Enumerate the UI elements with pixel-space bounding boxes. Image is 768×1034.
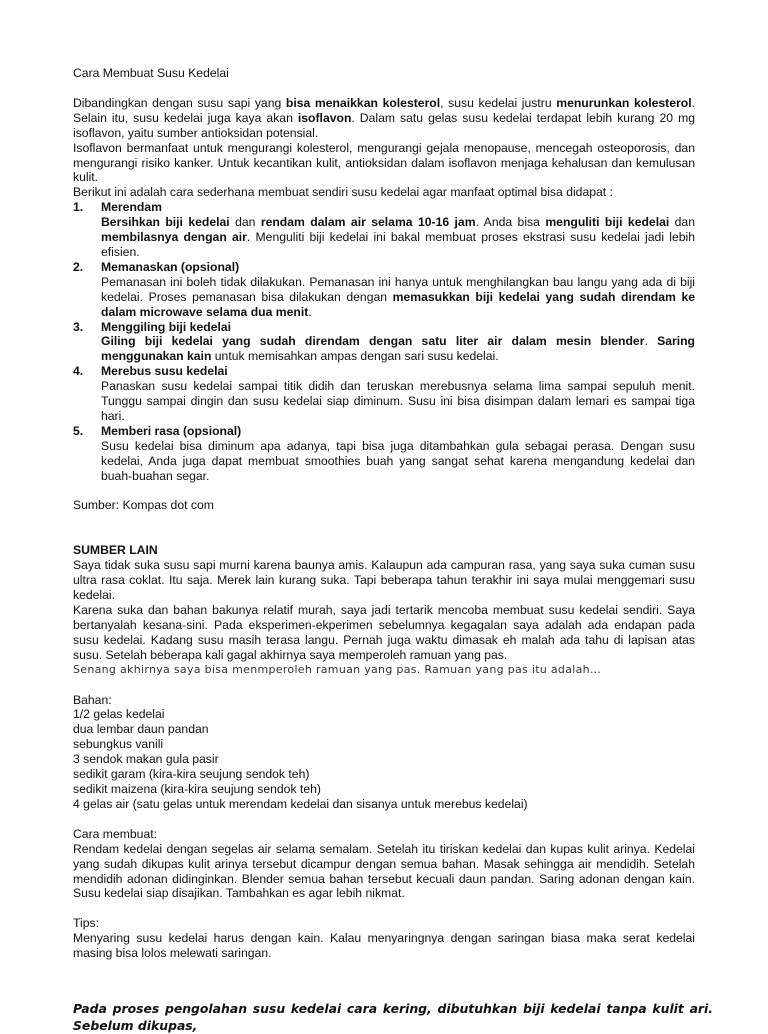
method-text: Rendam kedelai dengan segelas air selama semalam. Setelah itu tiriskan kedelai dan kupas kulit arinya. Kedelai yang sudah dikupas kulit arinya tersebut dicampur dengan semua bahan. Masak sehingga air mendidih. Setelah mendidih adonan didinginkan. Blender semua bahan tersebut kecuali daun pandan. Saring adonan dengan kain. Susu kedelai siap disajikan. Tambahkan es agar lebih nikmat. [73, 841, 695, 901]
intro-paragraph-3: Berikut ini adalah cara sederhana membuat sendiri susu kedelai agar manfaat optimal bisa didapat : [73, 185, 613, 200]
step-number: 2. [73, 259, 84, 274]
text-run: dan [229, 215, 261, 230]
bold-run: Saring menggunakan kain [101, 334, 695, 364]
bold-run: menurunkan kolesterol [556, 95, 692, 110]
list-item: dua lembar daun pandan [73, 722, 209, 737]
story-paragraph-1: Saya tidak suka susu sapi murni karena baunya amis. Kalaupun ada campuran rasa, yang saya suka cuman susu ultra rasa coklat. Itu saja. Merek lain kurang suka. Tapi beberapa tahun terakhir ini saya mulai menggemari susu kedelai. [73, 558, 695, 603]
list-item: sebungkus vanili [73, 737, 164, 752]
step-number: 3. [73, 319, 84, 334]
story-paragraph-2: Karena suka dan bahan bakunya relatif murah, saya jadi tertarik mencoba membuat susu kedelai sendiri. Saya bertanyalah kesana-sini. Pada eksperimen-ekperimen sebelumnya kegagalan saya adalah ada endapan pada susu kedelai. Kadang susu masih terasa langu. Pernah juga waktu dimasak eh malah ada tahu di lapisan atas susu. Setelah beberapa kali gagal akhirnya saya memperoleh ramuan yang pas. [73, 603, 695, 662]
list-item: sedikit garam (kira-kira seujung sendok teh) [73, 767, 310, 782]
bold-run: rendam dalam air selama 10-16 jam [260, 215, 476, 230]
list-item: sedikit maizena (kira-kira seujung sendok teh) [73, 781, 321, 796]
step-2 [73, 260, 695, 320]
text-run: Dibandingkan dengan susu sapi yang [73, 95, 286, 110]
step-text [101, 334, 695, 364]
step-heading: Merebus susu kedelai [101, 364, 228, 379]
footer-paragraph: Pada proses pengolahan susu kedelai cara kering, dibutuhkan biji kedelai tanpa kulit ari. Sebelum dikupas, [73, 1001, 713, 1033]
text-run: . [308, 304, 312, 319]
text-run: , susu kedelai justru [440, 95, 557, 110]
bold-run: Giling biji kedelai yang sudah direndam dengan satu liter air dalam mesin blender [101, 334, 645, 349]
ingredients-label: Bahan: [73, 692, 112, 707]
list-item: 3 sendok makan gula pasir [73, 752, 219, 767]
list-item: 4 gelas air (satu gelas untuk merendam kedelai dan sisanya untuk merebus kedelai) [73, 796, 528, 811]
text-run: untuk memisahkan ampas dengan sari susu kedelai. [211, 349, 499, 364]
tips-label: Tips: [73, 916, 99, 931]
step-text: Susu kedelai bisa diminum apa adanya, tapi bisa juga ditambahkan gula sebagai perasa. Dengan susu kedelai, Anda juga dapat membuat smoothies buah yang sangat sehat karena mengandung kedelai dan buah-buahan segar. [101, 438, 695, 483]
section-heading: SUMBER LAIN [73, 543, 158, 558]
step-heading: Memanaskan (opsional) [101, 259, 240, 274]
step-4 [73, 364, 695, 424]
bold-run: menguliti biji kedelai [545, 215, 670, 230]
text-run: . Menguliti biji kedelai ini bakal membuat proses ekstrasi susu kedelai jadi lebih efisien. [101, 230, 695, 259]
source-line: Sumber: Kompas dot com [73, 498, 214, 513]
step-5 [73, 424, 695, 484]
step-heading: Memberi rasa (opsional) [101, 423, 242, 438]
bold-run: membilasnya dengan air [101, 230, 247, 245]
step-text: Panaskan susu kedelai sampai titik didih dan teruskan merebusnya selama lima sampai sepuluh menit. Tunggu sampai dingin dan susu kedelai siap diminum. Susu ini bisa disimpan dalam lemari es sampai tiga hari. [101, 379, 695, 423]
bold-run: Bersihkan biji kedelai [101, 215, 230, 230]
step-heading: Menggiling biji kedelai [101, 319, 232, 334]
intro-paragraph-2: Isoflavon bermanfaat untuk mengurangi kolesterol, mengurangi gejala menopause, mencegah osteoporosis, dan mengurangi risiko kanker. Untuk kecantikan kulit, antioksidan dalam isoflavon menjaga kehalusan dan kemulusan kulit. [73, 140, 695, 185]
method-label: Cara membuat: [73, 826, 157, 841]
step-1 [73, 200, 695, 260]
bold-run: isoflavon [297, 110, 352, 125]
bold-run: memasukkan biji kedelai yang sudah direndam ke dalam microwave selama dua menit [101, 289, 696, 319]
intro-paragraph-1 [73, 96, 695, 141]
text-run: dan [669, 215, 695, 230]
step-heading: Merendam [101, 200, 162, 215]
step-3 [73, 320, 695, 365]
text-run: Pemanasan ini boleh tidak dilakukan. Pemanasan ini hanya untuk menghilangkan bau langu yang ada di biji kedelai. Proses pemanasan bisa dilakukan dengan [101, 274, 695, 304]
ingredients-list [73, 707, 695, 811]
step-number: 5. [73, 423, 84, 438]
text-run: . Selain itu, susu kedelai juga kaya akan [73, 95, 695, 125]
bold-run: bisa menaikkan kolesterol [285, 95, 441, 110]
step-text [101, 215, 695, 260]
story-paragraph-3: Senang akhirnya saya bisa menmperoleh ramuan yang pas. Ramuan yang pas itu adalah… [73, 662, 602, 676]
text-run: . Anda bisa [475, 215, 546, 230]
document-title: Cara Membuat Susu Kedelai [73, 66, 229, 80]
text-run: . Dalam satu gelas susu kedelai terdapat lebih kurang 20 mg isoflavon, yaitu sumber antioksidan potensial. [73, 110, 695, 140]
tips-text: Menyaring susu kedelai harus dengan kain. Kalau menyaringnya dengan saringan biasa maka serat kedelai masing bisa lolos melewati saringan. [73, 931, 695, 961]
step-text [101, 275, 695, 320]
text-run: . [644, 334, 658, 349]
list-item: 1/2 gelas kedelai [73, 707, 165, 722]
step-number: 1. [73, 200, 84, 215]
document-body [73, 66, 695, 961]
step-number: 4. [73, 364, 84, 379]
